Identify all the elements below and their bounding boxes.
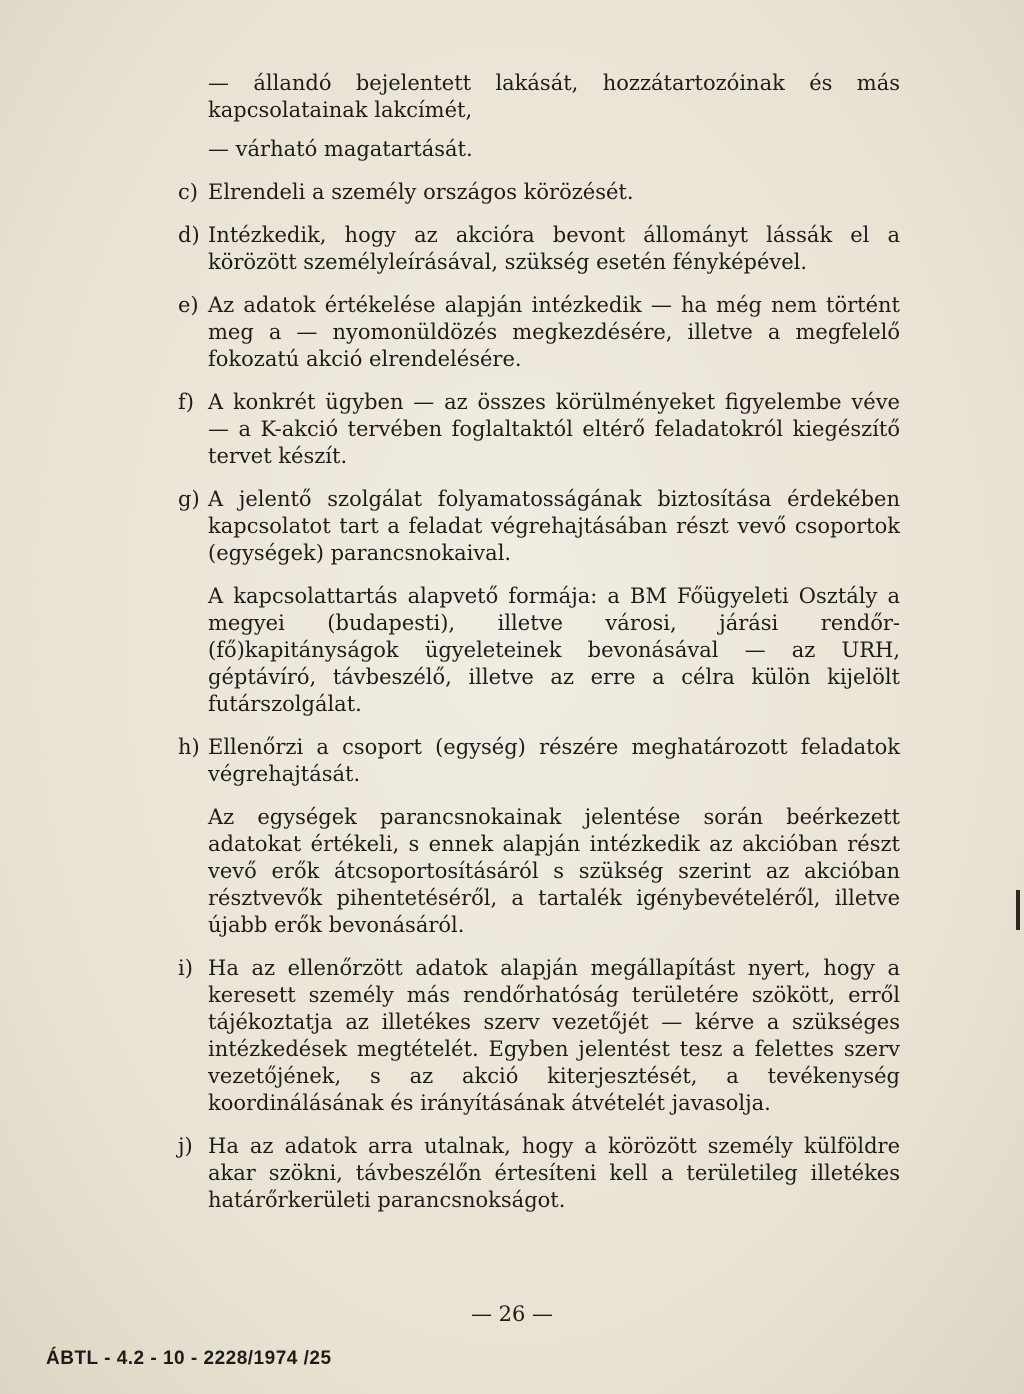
item-text: Ellenőrzi a csoport (egység) részére meghatározott feladatok végrehajtását. bbox=[208, 735, 900, 786]
item-label: f) bbox=[178, 390, 194, 414]
item-text: Ha az adatok arra utalnak, hogy a körözött személy külföldre akar szökni, távbeszélőn értesíteni kell a területileg illetékes határőrkerületi parancsnokságot. bbox=[208, 1134, 900, 1212]
item-i bbox=[178, 955, 900, 1117]
item-label: i) bbox=[178, 956, 193, 980]
item-label: e) bbox=[178, 293, 199, 317]
archive-reference: ÁBTL - 4.2 - 10 - 2228/1974 /25 bbox=[46, 1348, 332, 1369]
item-text: A konkrét ügyben — az összes körülményeket figyelembe véve — a K-akció tervében foglaltaktól eltérő feladatokról kiegészítő tervet készít. bbox=[208, 390, 900, 468]
paragraph-connection: A kapcsolattartás alapvető formája: a BM Főügyeleti Osztály a megyei (budapesti), illetve városi, járási rendőr-(fő)kapitányságok ügyeleteinek bevonásával — az URH, géptávíró, távbeszélő, illetve az erre a célra külön kijelölt futárszolgálat. bbox=[208, 584, 900, 716]
body-text bbox=[178, 70, 900, 1214]
item-text: A jelentő szolgálat folyamatosságának biztosítása érdekében kapcsolatot tart a feladat végrehajtásában részt vevő csoportok (egységek) parancsnokaival. bbox=[208, 487, 900, 565]
item-label: g) bbox=[178, 487, 200, 511]
item-j bbox=[178, 1133, 900, 1214]
item-c bbox=[178, 179, 900, 206]
dash-line-1: — állandó bejelentett lakását, hozzátartozóinak és más kapcsolatainak lakcímét, bbox=[208, 71, 900, 122]
page-edge-mark bbox=[1016, 890, 1020, 930]
item-label: j) bbox=[178, 1134, 193, 1158]
item-label: d) bbox=[178, 223, 200, 247]
item-label: c) bbox=[178, 180, 198, 204]
paragraph-evaluation: Az egységek parancsnokainak jelentése során beérkezett adatokat értékeli, s ennek alapján intézkedik az akcióban részt vevő erők átcsoportosításáról s szükség szerint az akcióban résztvevők pihentetéséről, a tartalék igénybevételéről, illetve újabb erők bevonásáról. bbox=[208, 805, 900, 937]
item-text: Elrendeli a személy országos körözését. bbox=[208, 180, 634, 204]
dash-line-2: — várható magatartását. bbox=[208, 137, 473, 161]
item-text: Ha az ellenőrzött adatok alapján megállapítást nyert, hogy a keresett személy más rendőrhatóság területére szökött, erről tájékoztatja az illetékes szerv vezetőjét — kérve a szükséges intézkedések megtételét. Egyben jelentést tesz a felettes szerv vezetőjének, s az akció kiterjesztését, a tevékenység koordinálásának és irányításának átvételét javasolja. bbox=[208, 956, 900, 1115]
item-h bbox=[178, 734, 900, 788]
item-g bbox=[178, 486, 900, 567]
item-text: Intézkedik, hogy az akcióra bevont állományt lássák el a körözött személyleírásával, szükség esetén fényképével. bbox=[208, 223, 900, 274]
item-label: h) bbox=[178, 735, 200, 759]
item-text: Az adatok értékelése alapján intézkedik — ha még nem történt meg a — nyomonüldözés megkezdésére, illetve a megfelelő fokozatú akció elrendelésére. bbox=[208, 293, 900, 371]
item-d bbox=[178, 222, 900, 276]
page-number: — 26 — bbox=[470, 1302, 554, 1326]
item-f bbox=[178, 389, 900, 470]
item-e bbox=[178, 292, 900, 373]
